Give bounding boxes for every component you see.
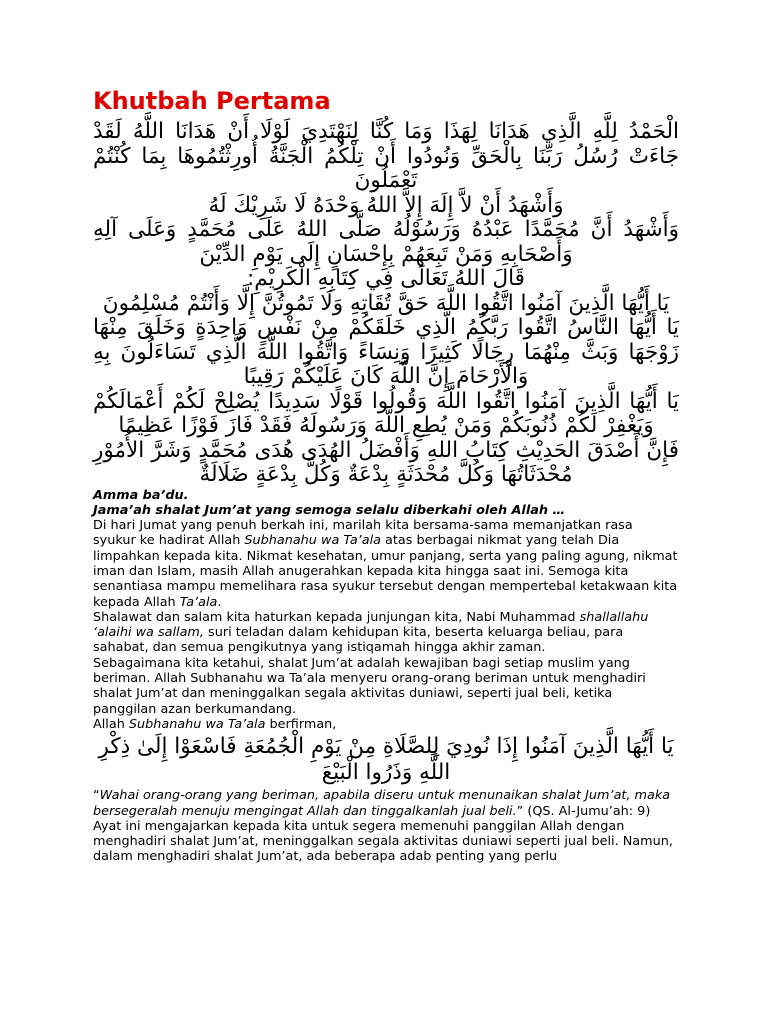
italic-span: shallallahu ‘alaihi wa sallam, — [93, 609, 649, 641]
italic-span: Subhanahu wa Ta’ala — [128, 716, 266, 732]
arabic-verse-al-jumuah: يَا أَيُّهَا الَّذِينَ آمَنُوا إِذَا نُودِيَ لِلصَّلَاةِ مِنْ يَوْمِ الْجُمُعَةِ فَاسْعَوْا إِلَىٰ ذِكْرِ اللَّهِ وَذَرُوا الْبَيْعَ — [98, 734, 674, 786]
arabic-syahadat-1: وَأَشْهَدُ أَنْ لاَّ إِلَهَ إِلاَّ اللهُ وَحْدَهُ لَا شَرِيْكَ لَهُ — [208, 192, 564, 218]
arabic-hamdalah: الْحَمْدُ لِلَّهِ الَّذِي هَدَانَا لِهَذَا وَمَا كُنَّا لِنَهْتَدِيَ لَوْلَا أَنْ هَدَانَا اللَّهُ لَقَدْ جَاءَتْ رُسُلُ رَبِّنَا بِالْحَقِّ وَنُودُوا أَنْ تِلْكُمُ الْجَنَّةُ أُورِثْتُمُوهَا بِمَا كُنْتُمْ تَعْمَلُونَ — [93, 119, 679, 193]
document-page — [93, 86, 679, 865]
paragraph-firman — [93, 717, 679, 732]
indonesian-body — [93, 488, 679, 733]
jamaah-greeting: Jama’ah shalat Jum’at yang semoga selalu diberkahi oleh Allah … — [93, 502, 566, 518]
amma-badu: Amma ba’du. — [93, 487, 189, 503]
page-title: Khutbah Pertama — [93, 87, 331, 115]
arabic-syahadat-2: وَأَشْهَدُ أَنَّ مُحَمَّدًا عَبْدُهُ وَرَسُوْلُهُ صَلَّى اللهُ عَلَى مُحَمَّدٍ وَعَلَى آلِهِ وَأَصْحَابِهِ وَمَنْ تَبِعَهُمْ بِإِحْسَانٍ إِلَى يَوْمِ الدِّيْنَ — [93, 217, 679, 267]
text-span: ” (QS. Al-Jumu’ah: 9) — [516, 803, 651, 819]
paragraph-adab: Ayat ini mengajarkan kepada kita untuk segera memenuhi panggilan Allah dengan menghadiri shalat Jum’at, meninggalkan segala aktivitas duniawi seperti jual beli. Namun, dalam menghadiri shalat Jum’at, ada beberapa adab penting yang perlu — [93, 818, 673, 865]
arabic-verse-ali-imran: يَا أَيُّهَا الَّذِينَ آمَنُوا اتَّقُوا اللَّهَ حَقَّ تُقَاتِهِ وَلَا تَمُوتُنَّ إِلَّا وَأَنْتُمْ مُسْلِمُونَ — [102, 290, 670, 316]
text-span: Di hari Jumat yang penuh berkah ini, marilah kita bersama-sama memanjatkan rasa syukur ke hadirat Allah — [93, 518, 633, 549]
text-span: “ — [93, 788, 100, 804]
text-span: Shalawat dan salam kita haturkan kepada junjungan kita, Nabi Muhammad — [93, 609, 580, 625]
indonesian-body-2 — [93, 788, 679, 864]
paragraph-kewajiban-jumat: Sebagaimana kita ketahui, shalat Jum’at adalah kewajiban bagi setiap muslim yang beriman. Allah Subhanahu wa Ta’ala menyeru orang-orang beriman untuk menghadiri shalat Jum’at dan meninggalkan segala aktivitas duniawi, seperti jual beli, ketika panggilan azan berkumandang. — [93, 655, 646, 717]
text-span: berfirman, — [265, 716, 337, 732]
italic-span: Ta’ala — [179, 594, 218, 610]
arabic-qala-allah: قَالَ اللهُ تَعَالَى فِي كِتَابِهِ الْكَرِيْمِ: — [247, 266, 525, 291]
verse-translation — [93, 788, 679, 819]
text-span: . — [217, 594, 222, 610]
text-span: Allah — [93, 716, 129, 732]
text-span: suri teladan dalam kehidupan kita, beserta keluarga beliau, para sahabat, dan semua pengikutnya yang istiqamah hingga akhir zaman. — [93, 625, 624, 656]
arabic-amma-badu: فَإِنَّ أَصْدَقَ الحَدِيْثِ كِتَابُ اللهِ وَأَفْضَلُ الهُدَى هُدَى مُحَمَّدٍ وَشَرَّ الأُمُوْرِ مُحْدَثَاتُهَا وَكُلَّ مُحْدَثَةٍ بِدْعَةٌ وَكُلَّ بِدْعَةٍ ضَلَالَةٌ — [93, 437, 679, 487]
paragraph-syukur — [93, 518, 679, 610]
arabic-verse-an-nisa: يَا أَيُّهَا النَّاسُ اتَّقُوا رَبَّكُمُ الَّذِي خَلَقَكُمْ مِنْ نَفْسٍ وَاحِدَةٍ وَخَلَقَ مِنْهَا زَوْجَهَا وَبَثَّ مِنْهُمَا رِجَالًا كَثِيرًا وَنِسَاءً وَاتَّقُوا اللَّهَ الَّذِي تَسَاءَلُونَ بِهِ وَالْأَرْحَامَ إِنَّ اللَّهَ كَانَ عَلَيْكُمْ رَقِيبًا — [93, 315, 679, 389]
arabic-verse-al-ahzab: يَا أَيُّهَا الَّذِينَ آمَنُوا اتَّقُوا اللَّهَ وَقُولُوا قَوْلًا سَدِيدًا يُصْلِحْ لَكُمْ أَعْمَالَكُمْ وَيَغْفِرْ لَكُمْ ذُنُوبَكُمْ وَمَنْ يُطِعِ اللَّهَ وَرَسُولَهُ فَقَدْ فَازَ فَوْزًا عَظِيمًا — [93, 388, 679, 438]
arabic-opening — [93, 120, 679, 488]
paragraph-shalawat — [93, 610, 679, 656]
italic-span: Wahai orang-orang yang beriman, apabila diseru untuk menunaikan shalat Jum’at, maka bersegeralah menuju mengingat Allah dan tinggalkanlah jual beli. — [93, 788, 671, 819]
italic-span: Subhanahu wa Ta’ala — [244, 533, 381, 549]
text-span: atas berbagai nikmat yang telah Dia limpahkan kepada kita. Nikmat kesehatan, umur panjang, serta yang paling agung, nikmat iman dan Islam, masih Allah anugerahkan kepada kita hingga saat ini. Semoga kita senantiasa mampu memelihara rasa syukur tersebut dengan mempertebal ketakwaan kita kepada Allah — [93, 533, 678, 610]
